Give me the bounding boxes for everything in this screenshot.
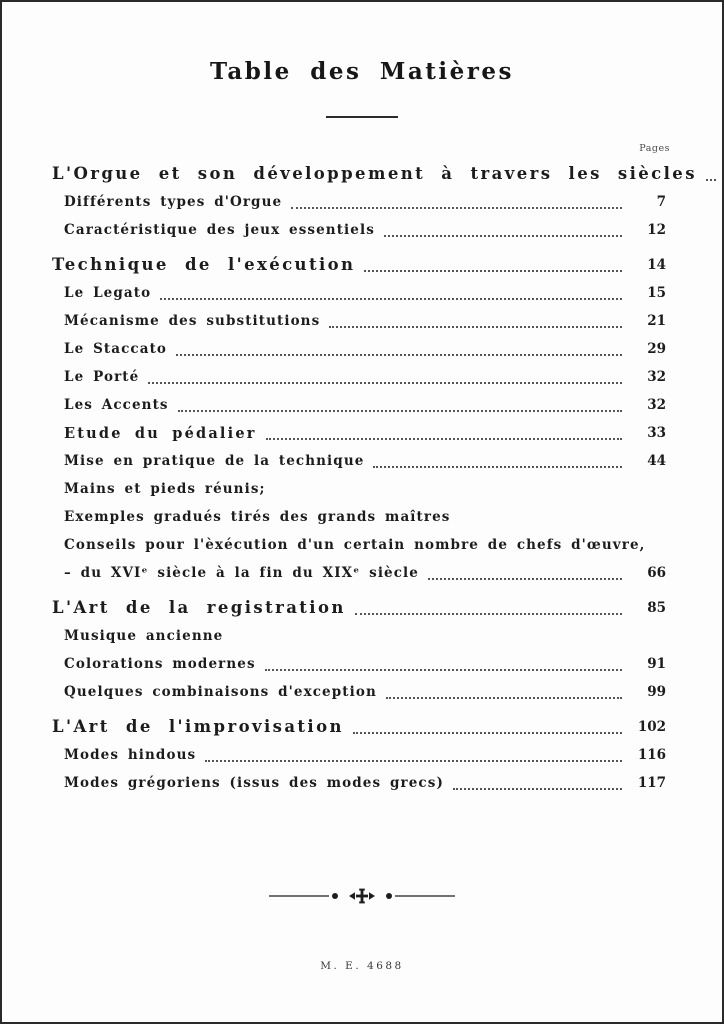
toc-entry-label: Modes grégoriens (issus des modes grecs) bbox=[64, 775, 444, 791]
toc-row bbox=[52, 221, 666, 240]
toc-row bbox=[52, 396, 666, 415]
toc-row bbox=[52, 312, 666, 331]
toc-row bbox=[52, 508, 666, 527]
dot-leader bbox=[329, 326, 622, 328]
dot-leader bbox=[373, 466, 622, 468]
toc-row bbox=[52, 655, 666, 674]
toc-row bbox=[52, 480, 666, 499]
toc-entry-label: Mise en pratique de la technique bbox=[64, 453, 365, 469]
dot-leader bbox=[160, 298, 622, 300]
toc-page-number: 29 bbox=[647, 341, 666, 357]
toc-row bbox=[52, 564, 666, 583]
toc-row bbox=[52, 774, 666, 793]
toc-entry-label: Etude du pédalier bbox=[64, 425, 257, 442]
toc-row bbox=[52, 746, 666, 765]
dot-leader bbox=[353, 732, 622, 734]
dot-leader bbox=[384, 235, 622, 237]
toc-page-number: 44 bbox=[647, 453, 666, 469]
plate-number: M. E. 4688 bbox=[320, 960, 404, 972]
toc-entry-label: – du XVIᵉ siècle à la fin du XIXᵉ siècle bbox=[64, 565, 419, 581]
toc-page-number: 102 bbox=[637, 719, 666, 735]
toc-row bbox=[52, 683, 666, 702]
dot-leader bbox=[386, 697, 622, 699]
toc-page-number: 85 bbox=[647, 600, 666, 616]
dot-leader bbox=[364, 270, 622, 272]
toc-row bbox=[52, 255, 666, 275]
toc-page-number: 12 bbox=[647, 222, 666, 238]
dot-leader bbox=[355, 613, 622, 615]
toc-entry-label: Exemples gradués tirés des grands maîtres bbox=[64, 509, 451, 525]
toc-entry-label: Caractéristique des jeux essentiels bbox=[64, 222, 375, 238]
toc-page-number: 21 bbox=[647, 313, 666, 329]
dot-leader bbox=[453, 788, 622, 790]
toc-row bbox=[52, 284, 666, 303]
toc-entry-label: Modes hindous bbox=[64, 747, 197, 763]
toc-entry-label: Musique ancienne bbox=[64, 628, 224, 644]
toc-entry-label: L'Art de la registration bbox=[52, 598, 346, 617]
toc-row bbox=[52, 193, 666, 212]
page-title: Table des Matières bbox=[209, 58, 514, 85]
toc-page-number: 14 bbox=[647, 257, 666, 273]
toc-entry-label: Mains et pieds réunis; bbox=[64, 481, 266, 497]
toc-row bbox=[52, 536, 666, 555]
toc-entry-label: Différents types d'Orgue bbox=[64, 194, 283, 210]
divider-ornament bbox=[2, 888, 722, 908]
toc-entry-label: L'Art de l'improvisation bbox=[52, 717, 344, 736]
table-of-contents bbox=[2, 164, 722, 793]
toc-page-number: 116 bbox=[637, 747, 666, 763]
dot-leader bbox=[148, 382, 622, 384]
toc-entry-label: Le Legato bbox=[64, 285, 152, 301]
toc-page-number: 32 bbox=[647, 369, 666, 385]
toc-row bbox=[52, 164, 697, 184]
dot-leader bbox=[265, 669, 622, 671]
toc-page-number: 117 bbox=[637, 775, 666, 791]
toc-row bbox=[52, 717, 666, 737]
dot-leader bbox=[428, 578, 622, 580]
toc-entry-label: Conseils pour l'èxécution d'un certain nombre de chefs d'œuvre, bbox=[64, 537, 646, 553]
toc-row bbox=[52, 424, 666, 443]
toc-page-number: 99 bbox=[647, 684, 666, 700]
toc-row bbox=[52, 598, 666, 618]
toc-row bbox=[52, 340, 666, 359]
pages-column-header: Pages bbox=[639, 143, 670, 154]
toc-entry-label: Les Accents bbox=[64, 397, 169, 413]
toc-page-number: 7 bbox=[656, 194, 666, 210]
toc-page-number: 66 bbox=[647, 565, 666, 581]
toc-page-number: 15 bbox=[647, 285, 666, 301]
toc-entry-label: Technique de l'exécution bbox=[52, 255, 356, 274]
title-divider-rule bbox=[326, 116, 398, 118]
dot-leader bbox=[178, 410, 622, 412]
toc-entry-label: Colorations modernes bbox=[64, 656, 256, 672]
toc-entry-label: Le Porté bbox=[64, 369, 140, 385]
toc-row bbox=[52, 368, 666, 387]
toc-entry-label: Quelques combinaisons d'exception bbox=[64, 684, 377, 700]
dot-leader bbox=[205, 760, 622, 762]
dot-leader bbox=[176, 354, 622, 356]
dot-leader bbox=[266, 438, 622, 440]
toc-page-number: 91 bbox=[647, 656, 666, 672]
toc-row bbox=[52, 627, 666, 646]
toc-page-number: 33 bbox=[647, 425, 666, 441]
toc-row bbox=[52, 452, 666, 471]
toc-entry-label: L'Orgue et son développement à travers les siècles bbox=[52, 164, 697, 183]
ornament-graphic bbox=[267, 888, 457, 904]
dot-leader bbox=[706, 179, 716, 181]
toc-page-number: 32 bbox=[647, 397, 666, 413]
dot-leader bbox=[291, 207, 622, 209]
toc-entry-label: Le Staccato bbox=[64, 341, 168, 357]
toc-entry-label: Mécanisme des substitutions bbox=[64, 313, 321, 329]
